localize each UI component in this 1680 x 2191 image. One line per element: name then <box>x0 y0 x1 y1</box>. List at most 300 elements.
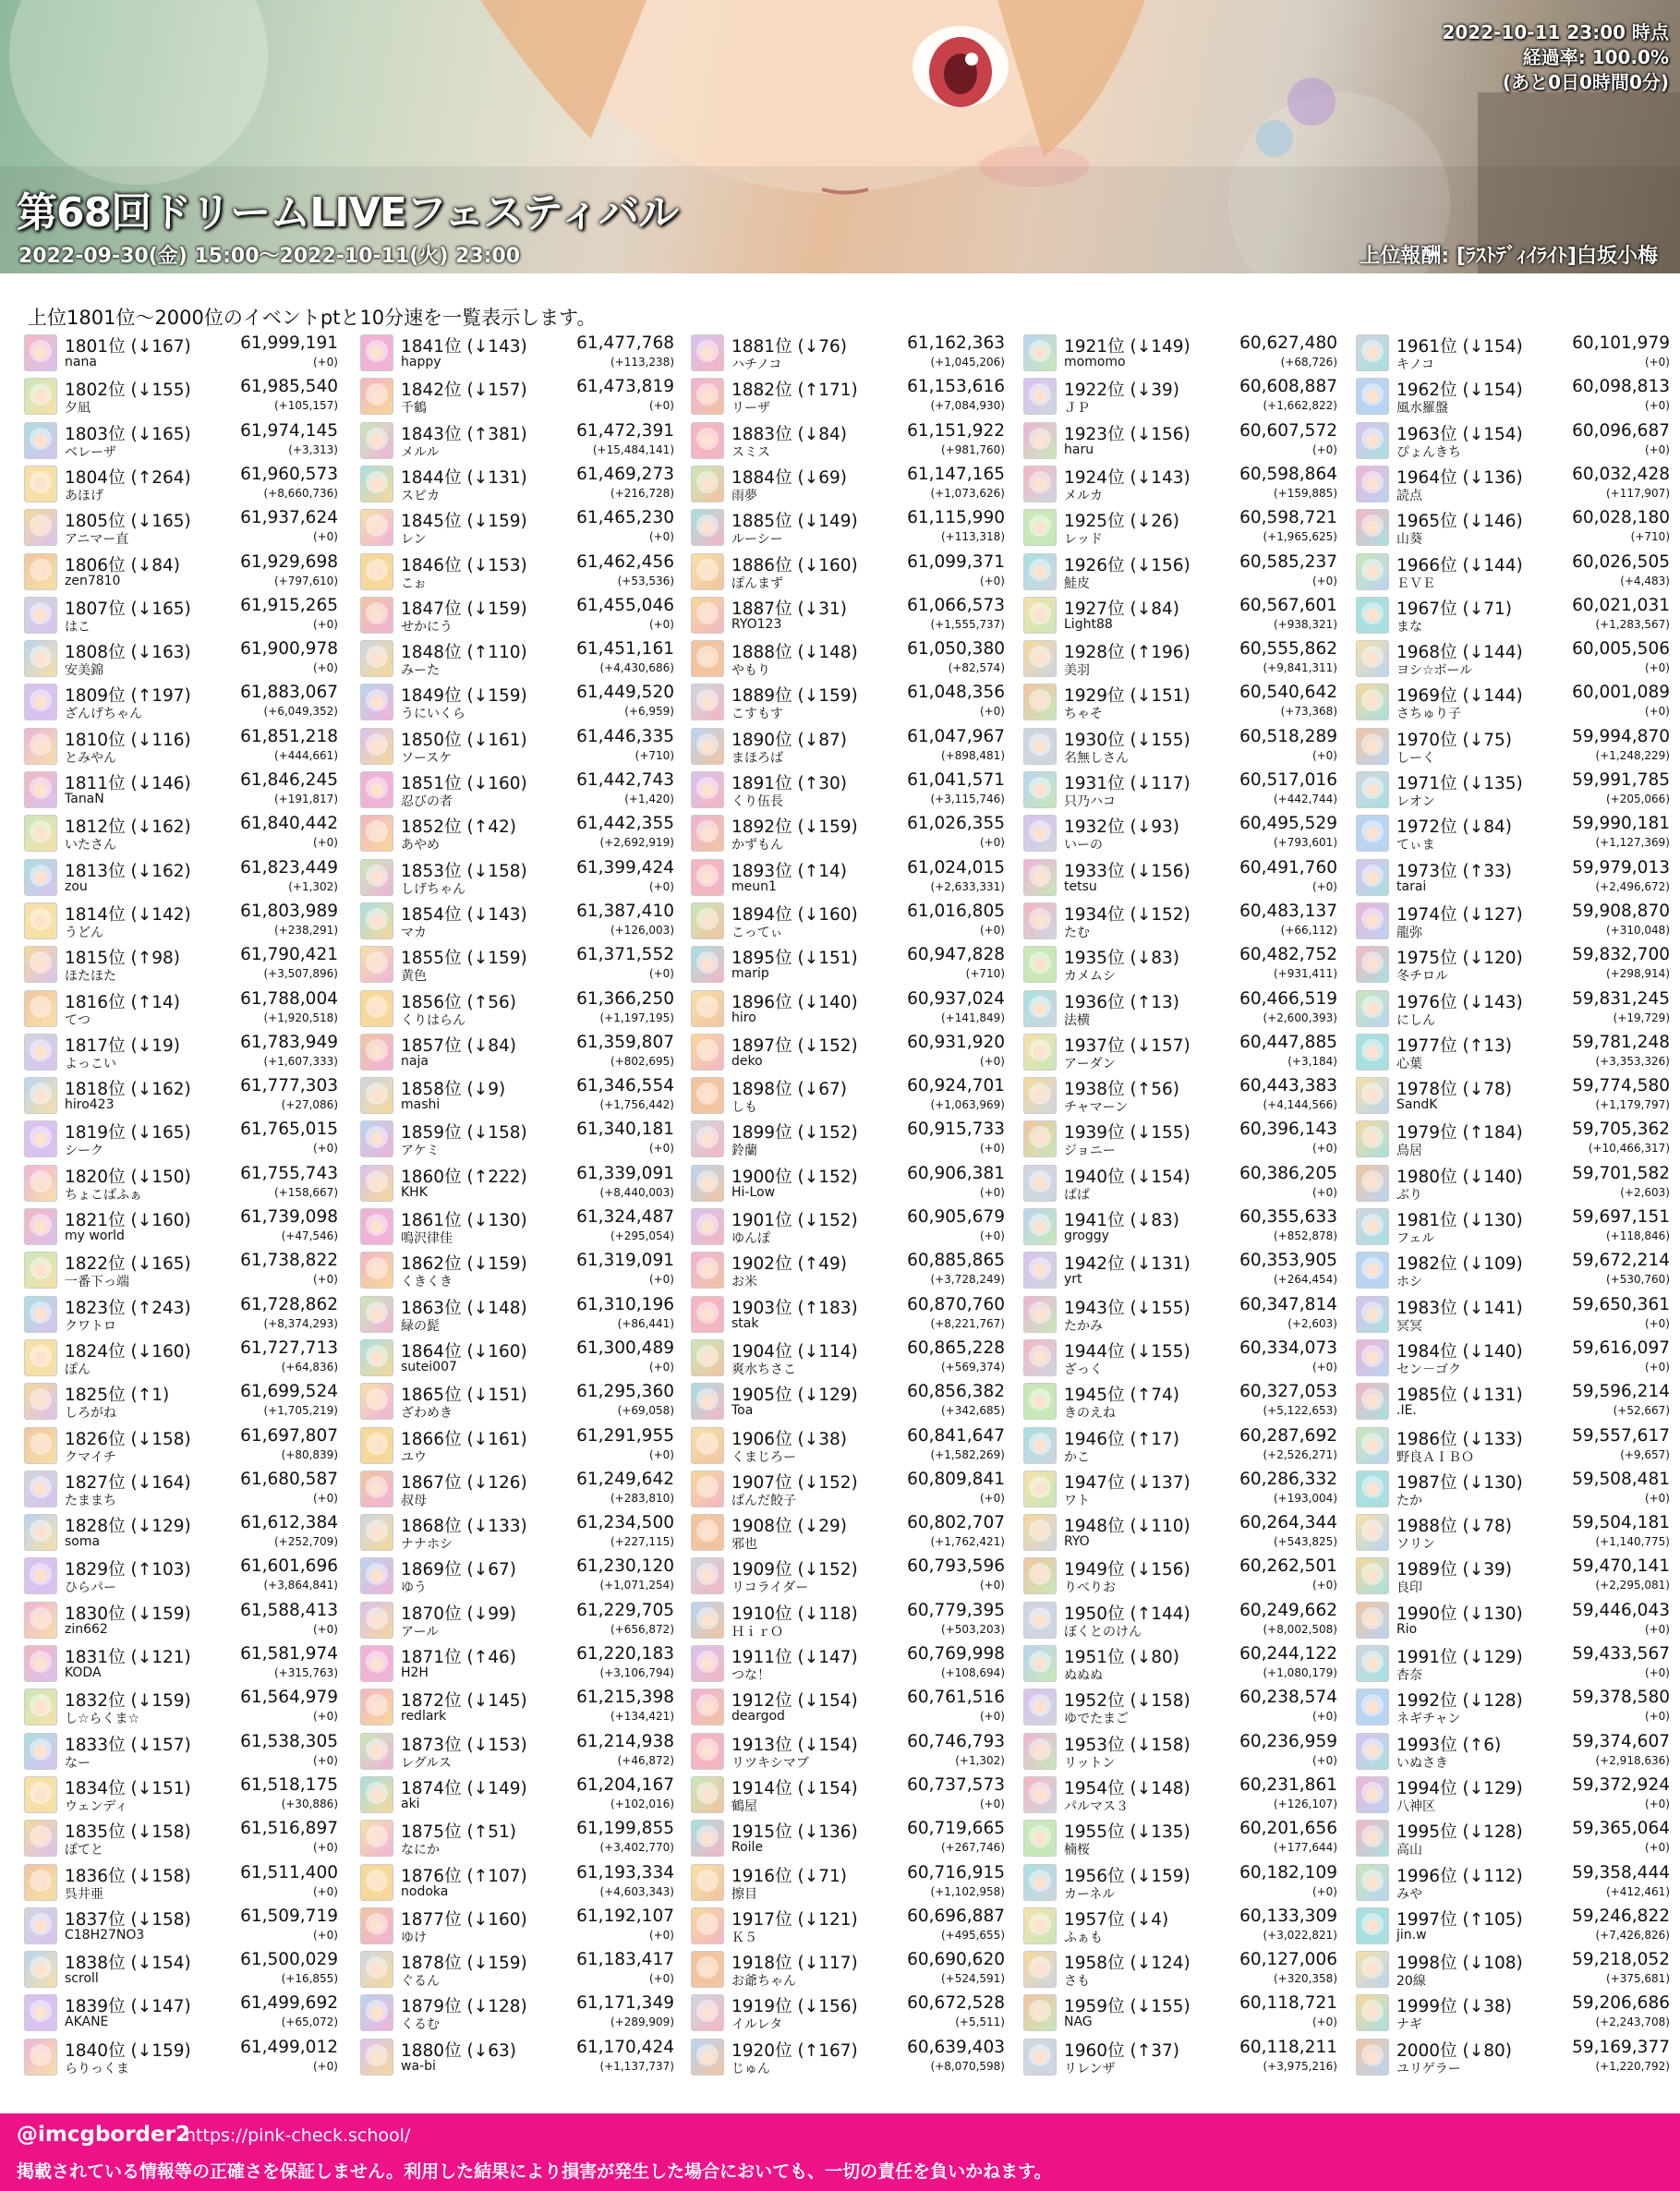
site-link[interactable]: https://pink-check.school/ <box>185 2125 411 2146</box>
rank: 1900位 <box>731 1167 792 1187</box>
rank: 1948位 <box>1064 1517 1125 1537</box>
ranking-entry[interactable] <box>1023 1163 1337 1204</box>
ranking-entry[interactable] <box>691 2037 1005 2077</box>
ranking-entry[interactable] <box>1356 1862 1670 1903</box>
avatar-icon <box>691 1557 724 1594</box>
ranking-entry[interactable] <box>360 901 674 941</box>
ranking-entry[interactable] <box>691 1512 1005 1553</box>
ranking-entry[interactable] <box>1023 1075 1337 1116</box>
ranking-entry[interactable] <box>360 1163 674 1204</box>
rank-change: (↓141) <box>1462 1298 1523 1318</box>
event-points: 60,386,205 <box>1239 1163 1337 1183</box>
ranking-entry[interactable] <box>1356 857 1670 898</box>
ranking-entry[interactable] <box>691 1774 1005 1815</box>
points-10min-delta: (+216,728) <box>610 486 674 500</box>
ranking-entry[interactable] <box>24 1338 338 1378</box>
ranking-entry[interactable] <box>1023 464 1337 504</box>
ranking-entry[interactable] <box>24 988 338 1029</box>
ranking-entry[interactable] <box>1356 1294 1670 1335</box>
points-10min-delta: (+0) <box>979 1710 1005 1724</box>
ranking-entry[interactable] <box>1356 682 1670 722</box>
ranking-entry[interactable] <box>691 376 1005 417</box>
rank: 1832位 <box>65 1691 126 1712</box>
ranking-entry[interactable] <box>360 507 674 548</box>
ranking-entry[interactable] <box>691 769 1005 810</box>
event-points: 59,374,607 <box>1572 1731 1670 1751</box>
ranking-entry[interactable] <box>24 1425 338 1466</box>
ranking-entry[interactable] <box>691 988 1005 1029</box>
rank-change: (↓160) <box>130 1211 191 1230</box>
ranking-entry[interactable] <box>1023 1906 1337 1946</box>
ranking-entry[interactable] <box>24 1906 338 1946</box>
ranking-entry[interactable] <box>24 726 338 767</box>
ranking-entry[interactable] <box>1023 1512 1337 1553</box>
event-points: 61,310,196 <box>576 1294 674 1314</box>
avatar-icon <box>1356 1951 1389 1988</box>
ranking-entry[interactable] <box>1356 726 1670 767</box>
ranking-entry[interactable] <box>360 1818 674 1858</box>
ranking-entry[interactable] <box>24 595 338 636</box>
ranking-entry[interactable] <box>24 1731 338 1772</box>
ranking-entry[interactable] <box>1023 1032 1337 1072</box>
ranking-entry[interactable] <box>360 813 674 853</box>
ranking-entry[interactable] <box>1356 1687 1670 1727</box>
ranking-entry[interactable] <box>24 769 338 810</box>
ranking-entry[interactable] <box>1356 944 1670 985</box>
ranking-entry[interactable] <box>360 1512 674 1553</box>
ranking-entry[interactable] <box>24 682 338 722</box>
points-10min-delta: (+0) <box>979 1054 1005 1068</box>
ranking-entry[interactable] <box>360 1381 674 1422</box>
rank-change: (↓150) <box>130 1167 191 1187</box>
ranking-entry[interactable] <box>24 901 338 941</box>
ranking-entry[interactable] <box>1023 420 1337 461</box>
ranking-entry[interactable] <box>24 1381 338 1422</box>
ranking-entry[interactable] <box>360 464 674 504</box>
ranking-entry[interactable] <box>1356 2037 1670 2077</box>
player-name: 只乃ハコ <box>1064 794 1116 809</box>
ranking-entry[interactable] <box>691 1687 1005 1727</box>
ranking-entry[interactable] <box>691 1818 1005 1858</box>
player-name: 夕凪 <box>65 401 91 417</box>
ranking-entry[interactable] <box>691 1555 1005 1596</box>
ranking-entry[interactable] <box>1023 726 1337 767</box>
ranking-entry[interactable] <box>1023 857 1337 898</box>
ranking-entry[interactable] <box>691 1425 1005 1466</box>
points-10min-delta: (+0) <box>312 1491 338 1505</box>
ranking-entry[interactable] <box>1356 1338 1670 1378</box>
ranking-entry[interactable] <box>360 1862 674 1903</box>
ranking-entry[interactable] <box>24 551 338 592</box>
ranking-entry[interactable] <box>1356 1643 1670 1684</box>
ranking-entry[interactable] <box>1356 1032 1670 1072</box>
ranking-entry[interactable] <box>24 1643 338 1684</box>
player-name: かずもん <box>731 838 783 853</box>
ranking-entry[interactable] <box>1023 1206 1337 1247</box>
player-name: ぴょんきち <box>1396 444 1461 460</box>
ranking-entry[interactable] <box>691 901 1005 941</box>
rank-change: (↓142) <box>130 904 191 925</box>
ranking-entry[interactable] <box>691 1119 1005 1159</box>
points-10min-delta: (+3,864,841) <box>263 1579 338 1592</box>
ranking-entry[interactable] <box>24 1862 338 1903</box>
ranking-entry[interactable] <box>24 1992 338 2033</box>
points-10min-delta: (+3,402,770) <box>599 1841 674 1855</box>
ranking-entry[interactable] <box>24 420 338 461</box>
rank-change: (↓157) <box>466 381 527 401</box>
player-name: こすもす <box>731 707 783 722</box>
ranking-entry[interactable] <box>691 638 1005 679</box>
rank: 1834位 <box>65 1778 126 1798</box>
ranking-entry[interactable] <box>360 1250 674 1290</box>
ranking-entry[interactable] <box>360 1469 674 1509</box>
rank-change: (↓83) <box>1130 949 1179 969</box>
points-10min-delta: (+3,115,746) <box>930 793 1005 805</box>
ranking-entry[interactable] <box>24 464 338 504</box>
ranking-entry[interactable] <box>1023 333 1337 373</box>
points-10min-delta: (+0) <box>1644 1360 1670 1374</box>
ranking-entry[interactable] <box>1023 813 1337 853</box>
avatar-icon <box>691 1034 724 1071</box>
ranking-entry[interactable] <box>1356 1818 1670 1858</box>
avatar-icon <box>691 1383 724 1420</box>
ranking-entry[interactable] <box>691 1862 1005 1903</box>
ranking-entry[interactable] <box>360 1119 674 1159</box>
rank: 1985位 <box>1396 1386 1457 1406</box>
ranking-entry[interactable] <box>24 1119 338 1159</box>
ranking-entry[interactable] <box>24 1294 338 1335</box>
ranking-entry[interactable] <box>1356 376 1670 417</box>
avatar-icon <box>1023 509 1057 546</box>
avatar-icon <box>1356 1645 1389 1682</box>
ranking-entry[interactable] <box>1356 813 1670 853</box>
ranking-entry[interactable] <box>1023 1862 1337 1903</box>
points-10min-delta: (+1,756,442) <box>599 1098 674 1112</box>
ranking-entry[interactable] <box>360 1338 674 1378</box>
ranking-entry[interactable] <box>691 1992 1005 2033</box>
ranking-entry[interactable] <box>24 1163 338 1204</box>
points-10min-delta: (+0) <box>979 1797 1005 1810</box>
ranking-entry[interactable] <box>691 1075 1005 1116</box>
points-10min-delta: (+3,975,216) <box>1263 2059 1337 2073</box>
avatar-icon <box>360 509 393 546</box>
points-10min-delta: (+0) <box>648 399 674 413</box>
twitter-handle[interactable]: @imcgborder2 <box>17 2123 190 2147</box>
ranking-entry[interactable] <box>691 813 1005 853</box>
ranking-entry[interactable] <box>24 1032 338 1072</box>
rank: 1851位 <box>401 774 462 793</box>
ranking-entry[interactable] <box>1023 988 1337 1029</box>
rank: 1950位 <box>1064 1604 1125 1624</box>
ranking-entry[interactable] <box>360 1075 674 1116</box>
ranking-entry[interactable] <box>360 1731 674 1772</box>
ranking-entry[interactable] <box>691 682 1005 722</box>
ranking-entry[interactable] <box>24 1774 338 1815</box>
ranking-entry[interactable] <box>1023 1381 1337 1422</box>
rank-change: (↓116) <box>130 730 191 750</box>
rank: 1989位 <box>1396 1560 1457 1580</box>
ranking-entry[interactable] <box>1356 1731 1670 1772</box>
rank-change: (↓158) <box>130 1866 191 1886</box>
ranking-entry[interactable] <box>24 1512 338 1553</box>
rank-change: (↓164) <box>130 1472 191 1493</box>
rank: 1827位 <box>65 1472 126 1493</box>
ranking-entry[interactable] <box>1356 638 1670 679</box>
ranking-entry[interactable] <box>1023 1555 1337 1596</box>
rank-change: (↓67) <box>466 1560 516 1580</box>
ranking-entry[interactable] <box>1356 1250 1670 1290</box>
ranking-entry[interactable] <box>1356 595 1670 636</box>
ranking-entry[interactable] <box>691 857 1005 898</box>
ranking-entry[interactable] <box>1023 595 1337 636</box>
ranking-entry[interactable] <box>691 464 1005 504</box>
rank-change: (↓151) <box>466 1386 527 1406</box>
event-points: 61,230,120 <box>576 1556 674 1577</box>
ranking-entry[interactable] <box>1023 944 1337 985</box>
ranking-entry[interactable] <box>1023 1774 1337 1815</box>
ranking-entry[interactable] <box>1356 1425 1670 1466</box>
avatar-icon <box>360 1034 393 1071</box>
avatar-icon <box>1356 1165 1389 1202</box>
ranking-entry[interactable] <box>1023 1643 1337 1684</box>
player-name: お爺ちゃん <box>731 1974 796 1990</box>
ranking-entry[interactable] <box>691 1600 1005 1640</box>
ranking-entry[interactable] <box>360 1774 674 1815</box>
ranking-entry[interactable] <box>1023 1250 1337 1290</box>
ranking-entry[interactable] <box>1023 551 1337 592</box>
rank: 1982位 <box>1396 1254 1457 1275</box>
ranking-entry[interactable] <box>1356 1949 1670 1990</box>
ranking-entry[interactable] <box>24 2037 338 2077</box>
ranking-entry[interactable] <box>1356 1512 1670 1553</box>
ranking-entry[interactable] <box>1023 1731 1337 1772</box>
player-name: はこ <box>65 619 91 635</box>
ranking-entry[interactable] <box>1023 769 1337 810</box>
event-points: 59,831,245 <box>1572 988 1670 1009</box>
rank: 1884位 <box>731 467 792 488</box>
ranking-entry[interactable] <box>24 813 338 853</box>
rank: 1964位 <box>1396 467 1457 488</box>
points-10min-delta: (+30,886) <box>281 1797 338 1810</box>
points-10min-delta: (+0) <box>312 530 338 544</box>
ranking-entry[interactable] <box>691 1469 1005 1509</box>
ranking-entry[interactable] <box>691 1381 1005 1422</box>
ranking-entry[interactable] <box>1356 1992 1670 2033</box>
ranking-entry[interactable] <box>360 988 674 1029</box>
event-points: 61,192,107 <box>576 1906 674 1926</box>
ranking-entry[interactable] <box>360 1555 674 1596</box>
rank: 1875位 <box>401 1822 462 1843</box>
ranking-entry[interactable] <box>24 333 338 373</box>
ranking-entry[interactable] <box>1023 376 1337 417</box>
ranking-entry[interactable] <box>691 944 1005 985</box>
ranking-entry[interactable] <box>691 420 1005 461</box>
ranking-entry[interactable] <box>24 376 338 417</box>
ranking-entry[interactable] <box>24 1555 338 1596</box>
ranking-entry[interactable] <box>691 1163 1005 1204</box>
avatar-icon <box>1356 946 1389 983</box>
ranking-entry[interactable] <box>1356 333 1670 373</box>
ranking-entry[interactable] <box>1356 901 1670 941</box>
ranking-entry[interactable] <box>360 1643 674 1684</box>
ranking-entry[interactable] <box>1023 1119 1337 1159</box>
avatar-icon <box>691 1120 724 1157</box>
ranking-entry[interactable] <box>691 1032 1005 1072</box>
ranking-entry[interactable] <box>360 1906 674 1946</box>
player-name: 読点 <box>1396 488 1422 503</box>
rank: 1898位 <box>731 1080 792 1100</box>
points-10min-delta: (+52,667) <box>1613 1404 1670 1418</box>
ranking-entry[interactable] <box>360 1687 674 1727</box>
rank: 1973位 <box>1396 861 1457 881</box>
ranking-entry[interactable] <box>360 1206 674 1247</box>
ranking-entry[interactable] <box>360 1992 674 2033</box>
ranking-entry[interactable] <box>360 420 674 461</box>
event-points: 61,937,624 <box>240 508 338 528</box>
ranking-entry[interactable] <box>1023 1949 1337 1990</box>
ranking-entry[interactable] <box>24 1075 338 1116</box>
rank-change: (↓80) <box>1462 2040 1512 2061</box>
ranking-entry[interactable] <box>24 1469 338 1509</box>
ranking-entry[interactable] <box>1023 2037 1337 2077</box>
avatar-icon <box>1023 1077 1057 1114</box>
ranking-entry[interactable] <box>360 1294 674 1335</box>
avatar-icon <box>1023 1864 1057 1901</box>
ranking-entry[interactable] <box>691 1949 1005 1990</box>
ranking-entry[interactable] <box>1023 901 1337 941</box>
ranking-entry[interactable] <box>360 638 674 679</box>
ranking-entry[interactable] <box>691 1643 1005 1684</box>
avatar-icon <box>24 1120 57 1157</box>
ranking-entry[interactable] <box>691 595 1005 636</box>
ranking-entry[interactable] <box>24 944 338 985</box>
ranking-entry[interactable] <box>1356 988 1670 1029</box>
ranking-entry[interactable] <box>1023 638 1337 679</box>
ranking-entry[interactable] <box>360 1600 674 1640</box>
event-points: 61,442,355 <box>576 814 674 834</box>
rank: 1983位 <box>1396 1298 1457 1318</box>
points-10min-delta: (+0) <box>1644 1710 1670 1724</box>
ranking-entry[interactable] <box>24 1687 338 1727</box>
avatar-icon <box>360 1689 393 1725</box>
event-points: 61,442,743 <box>576 770 674 790</box>
ranking-entry[interactable] <box>1023 1338 1337 1378</box>
rank-change: (↑222) <box>466 1167 527 1187</box>
ranking-entry[interactable] <box>360 726 674 767</box>
ranking-entry[interactable] <box>360 944 674 985</box>
ranking-entry[interactable] <box>691 1250 1005 1290</box>
ranking-entry[interactable] <box>1023 1425 1337 1466</box>
avatar-icon <box>1023 1514 1057 1551</box>
ranking-entry[interactable] <box>1023 507 1337 548</box>
ranking-entry[interactable] <box>1356 551 1670 592</box>
ranking-entry[interactable] <box>1023 1687 1337 1727</box>
ranking-entry[interactable] <box>24 507 338 548</box>
ranking-entry[interactable] <box>24 1818 338 1858</box>
rank-change: (↓130) <box>1462 1472 1523 1493</box>
ranking-entry[interactable] <box>1356 1555 1670 1596</box>
ranking-entry[interactable] <box>360 1032 674 1072</box>
ranking-entry[interactable] <box>691 1338 1005 1378</box>
ranking-entry[interactable] <box>24 1250 338 1290</box>
ranking-entry[interactable] <box>1356 464 1670 504</box>
ranking-entry[interactable] <box>1356 1075 1670 1116</box>
ranking-entry[interactable] <box>360 376 674 417</box>
ranking-entry[interactable] <box>1023 1294 1337 1335</box>
ranking-entry[interactable] <box>1023 1818 1337 1858</box>
ranking-entry[interactable] <box>691 551 1005 592</box>
ranking-entry[interactable] <box>1356 1600 1670 1640</box>
player-name: nodoka <box>401 1883 449 1899</box>
event-points: 61,509,719 <box>240 1906 338 1926</box>
ranking-entry[interactable] <box>360 769 674 810</box>
ranking-entry[interactable] <box>360 1425 674 1466</box>
rank-change: (↓147) <box>797 1648 858 1667</box>
ranking-entry[interactable] <box>24 857 338 898</box>
ranking-entry[interactable] <box>24 1206 338 1247</box>
ranking-entry[interactable] <box>1356 1206 1670 1247</box>
ranking-entry[interactable] <box>1023 1992 1337 2033</box>
ranking-entry[interactable] <box>1356 769 1670 810</box>
ranking-entry[interactable] <box>24 1600 338 1640</box>
points-10min-delta: (+0) <box>979 574 1005 587</box>
ranking-entry[interactable] <box>360 857 674 898</box>
event-points: 60,236,959 <box>1239 1731 1337 1751</box>
ranking-entry[interactable] <box>1356 1381 1670 1422</box>
rank: 1924位 <box>1064 467 1125 488</box>
ranking-entry[interactable] <box>691 1206 1005 1247</box>
ranking-entry[interactable] <box>1356 1119 1670 1159</box>
ranking-entry[interactable] <box>360 2037 674 2077</box>
rank-change: (↓135) <box>1130 1822 1191 1843</box>
ranking-entry[interactable] <box>360 682 674 722</box>
ranking-entry[interactable] <box>1356 1774 1670 1815</box>
ranking-entry[interactable] <box>360 1949 674 1990</box>
ranking-entry[interactable] <box>691 1294 1005 1335</box>
ranking-entry[interactable] <box>1023 1469 1337 1509</box>
ranking-entry[interactable] <box>691 1906 1005 1946</box>
ranking-entry[interactable] <box>691 333 1005 373</box>
ranking-entry[interactable] <box>24 1949 338 1990</box>
ranking-entry[interactable] <box>691 1731 1005 1772</box>
rank-change: (↓152) <box>797 1123 858 1144</box>
ranking-entry[interactable] <box>691 726 1005 767</box>
ranking-entry[interactable] <box>691 507 1005 548</box>
points-10min-delta: (+342,685) <box>940 1404 1005 1418</box>
player-name: いぬさき <box>1396 1755 1448 1771</box>
progress-rate: 経過率: 100.0% <box>1522 46 1669 68</box>
rank: 1889位 <box>731 686 792 707</box>
ranking-entry[interactable] <box>24 638 338 679</box>
ranking-entry[interactable] <box>1356 507 1670 548</box>
avatar-icon <box>1356 1733 1389 1770</box>
rank: 1968位 <box>1396 643 1457 663</box>
ranking-entry[interactable] <box>360 595 674 636</box>
ranking-entry[interactable] <box>1356 1906 1670 1946</box>
ranking-entry[interactable] <box>360 333 674 373</box>
rank-change: (↓146) <box>1462 512 1523 532</box>
avatar-icon <box>691 684 724 720</box>
player-name: .IE. <box>1396 1403 1417 1419</box>
player-name: nana <box>65 355 97 369</box>
ranking-entry[interactable] <box>1356 1163 1670 1204</box>
ranking-entry[interactable] <box>1356 420 1670 461</box>
player-name: リツキシマブ <box>731 1755 809 1771</box>
ranking-entry[interactable] <box>1356 1469 1670 1509</box>
ranking-entry[interactable] <box>1023 1600 1337 1640</box>
ranking-entry[interactable] <box>1023 682 1337 722</box>
ranking-entry[interactable] <box>360 551 674 592</box>
